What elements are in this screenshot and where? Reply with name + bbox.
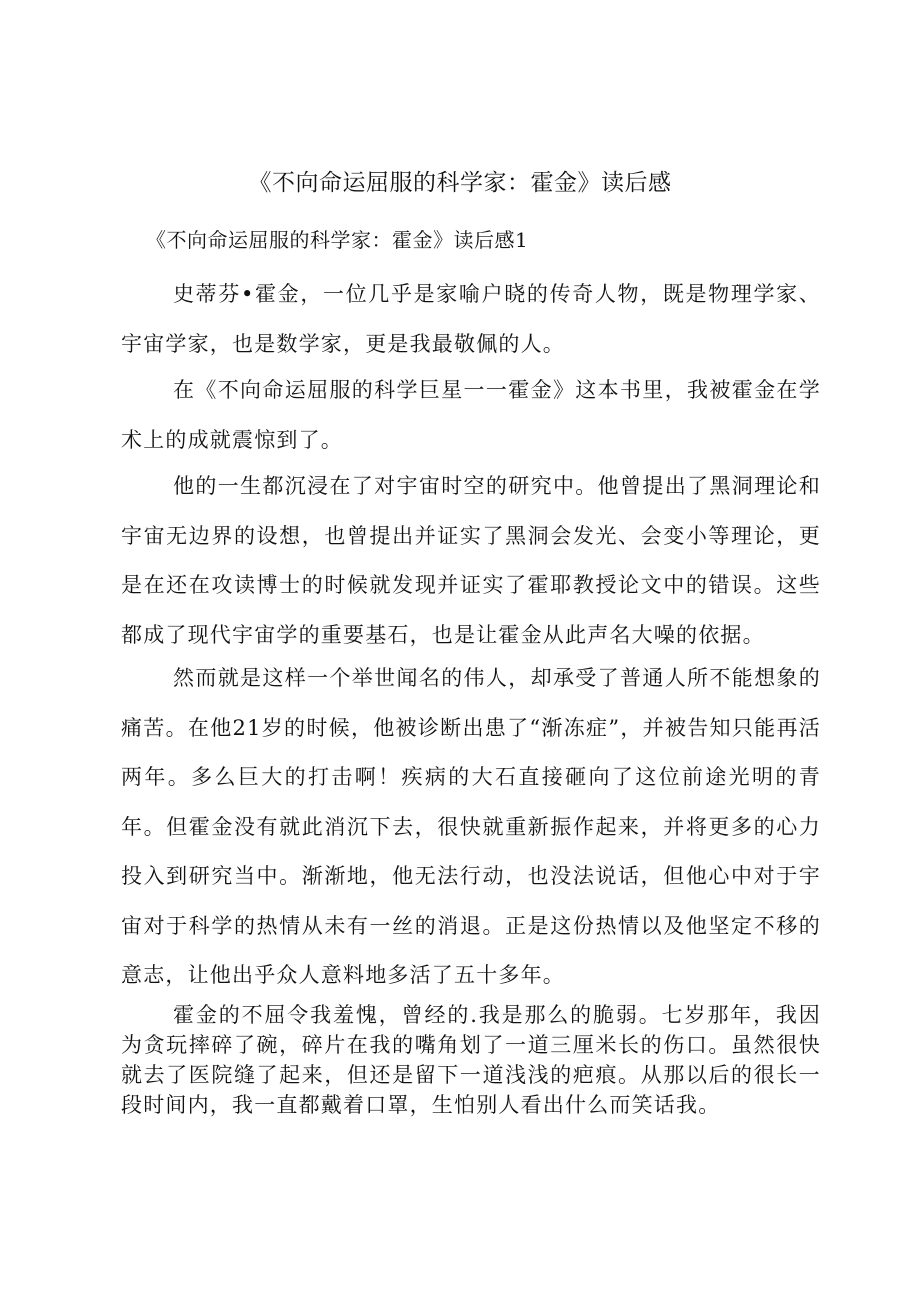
paragraph-4: 然而就是这样一个举世闻名的伟人，却承受了普通人所不能想象的痛苦。在他21岁的时候，他被诊断出患了“渐冻症”，并被告知只能再活两年。多么巨大的打击啊！疾病的大石直接砸向了这位前途光明的青年。但霍金没有就此消沉下去，很快就重新振作起来，并将更多的心力投入到研究当中。渐渐地，他无法行动，也没法说话，但他心中对于宇宙对于科学的热情从未有一丝的消退。正是这份热情以及他坚定不移的意志，让他出乎众人意料地多活了五十多年。: [121, 666, 821, 987]
paragraph-1: 史蒂芬•霍金，一位几乎是家喻户晓的传奇人物，既是物理学家、宇宙学家，也是数学家，更是我最敬佩的人。: [121, 282, 821, 356]
document-title: 《不向命运屈服的科学家：霍金》读后感: [248, 170, 672, 196]
paragraph-3: 他的一生都沉浸在了对宇宙时空的研究中。他曾提出了黑洞理论和宇宙无边界的设想，也曾提出并证实了黑洞会发光、会变小等理论，更是在还在攻读博士的时候就发现并证实了霍耶教授论文中的错误。这些都成了现代宇宙学的重要基石，也是让霍金从此声名大噪的依据。: [121, 474, 821, 647]
section-heading: 《不向命运屈服的科学家：霍金》读后感1: [146, 228, 529, 252]
paragraph-5: 霍金的不屈令我羞愧，曾经的.我是那么的脆弱。七岁那年，我因为贪玩摔碎了碗，碎片在我的嘴角划了一道三厘米长的伤口。虽然很快就去了医院缝了起来，但还是留下一道浅浅的疤痕。从那以后的很长一段时间内，我一直都戴着口罩，生怕别人看出什么而笑话我。: [121, 1003, 821, 1117]
paragraph-2: 在《不向命运屈服的科学巨星一一霍金》这本书里，我被霍金在学术上的成就震惊到了。: [121, 378, 821, 452]
